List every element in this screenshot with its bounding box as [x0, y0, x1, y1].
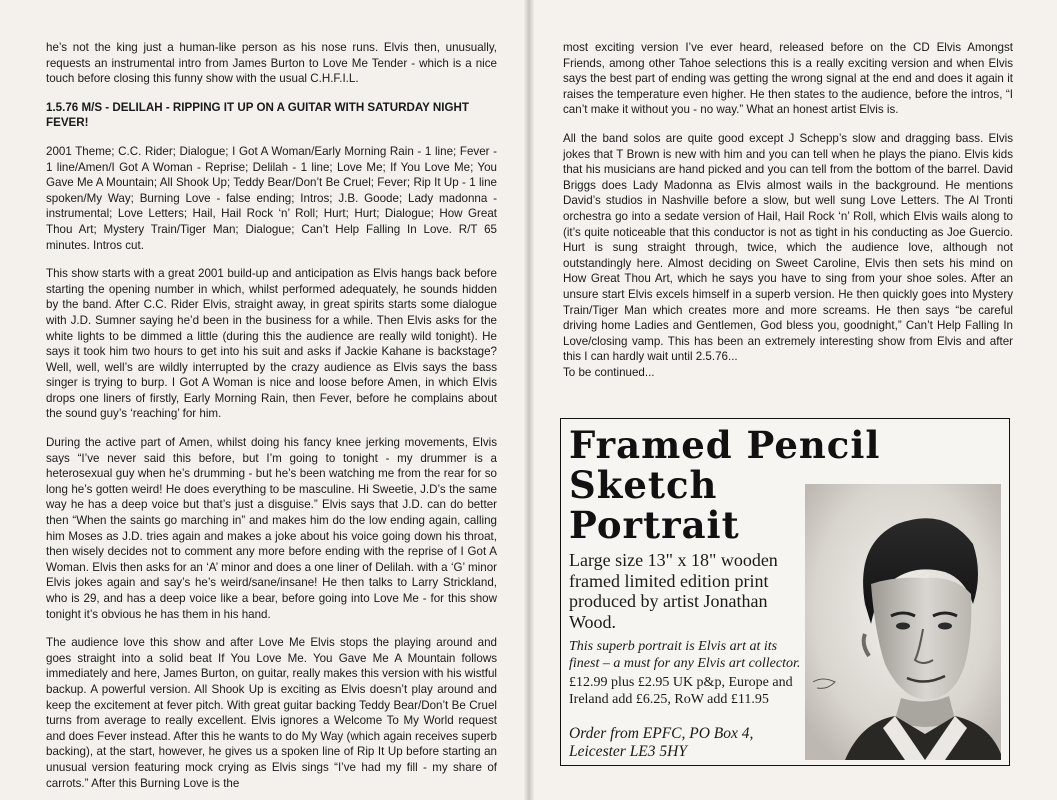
advert-tagline: This superb portrait is Elvis art at its finest – a must for any Elvis art collector. — [569, 639, 801, 671]
elvis-portrait-image — [805, 484, 1001, 760]
advert-price: £12.99 plus £2.95 UK p&p, Europe and Ireland add £6.25, RoW add £11.95 — [569, 675, 793, 707]
left-paragraph-intro: he’s not the king just a human-like person as his nose runs. Elvis then, unusually, requests an instrumental intro from James Burton to Love Me Tender - which is a nice touch before closing this funny show with the usual C.H.F.I.L. — [46, 41, 497, 86]
advert-title-line-1: Framed Pencil — [569, 423, 881, 467]
to-be-continued: To be continued... — [563, 365, 655, 379]
left-paragraph-4: The audience love this show and after Love Me Elvis stops the playing around and goes straight into a solid beat If You Love Me. You Gave Me A Mountain follows immediately and here, James Burton, on guitar, really makes this version with his wistful backup. A powerful version. All Shook Up is exciting as Elvis doesn’t play around and keep the excitement at fever pitch. With great guitar backing Teddy Bear/Don’t Be Cruel turns from average to really excellent. Elvis ignores a Welcome To My World request and does Fever instead. After this he wants to do My Way (which again receives superb backing), at the start, however, he gives us a spoken line of Rip It Up before starting an unusual version featuring mock crying as Elvis sings “I’ve had my fill - my share of carrots.” After this Burning Love is the — [46, 636, 497, 790]
right-paragraph-2: All the band solos are quite good except J Schepp’s slow and dragging bass. Elvis jokes that T Brown is new with him and you can tell when he plays the piano. Elvis kids that his musicians are hand picked and you can tell from the bottom of the barrel. David Briggs does Lady Madonna as Elvis almost wails in the background. He mentions David’s studios in Nashville before a slow, but well sung Love Letters. The Al Tronti orchestra go into a sedate version of Hail, Hail Rock ‘n’ Roll, which Elvis wails along to (it’s quite noticeable that this conductor is not as tight in his conducting as Joe Guercio. Hurt is sung straight through, twice, which the audience love, although not outstandingly here. Almost deciding on Sweet Caroline, Elvis then sets his mind on How Great Thou Art, which he says you have to sing from your shoe soles. After an unsure start Elvis excels himself in a superb version. He then quickly goes into Mystery Train/Tiger Man which creates more and more screams. He then says “be careful driving home Ladies and Gentlemen, God bless you, goodnight,” Can’t Help Falling In Love/closing vamp. This has been an extremely interesting show from Elvis and after this I can hardly wait until 2.5.76... — [563, 131, 1013, 364]
left-paragraph-2: This show starts with a great 2001 build-up and anticipation as Elvis hangs back before starting the opening number in which, whilst performed adequately, he sounds hidden by the band. After C.C. Rider Elvis, straight away, in great spirits starts some dialogue with J.D. Sumner saying he’d been in the business for a while. Then Elvis asks for the white lights to be dimmed a little (during this the audience are really wild tonight). He says it took him two hours to get into his suit and asks if Jackie Kahane is backstage? Well, well, well’s are wildly interrupted by the crazy audience as Elvis says the bass singer is trying to burp. I Got A Woman is nice and loose before Amen, in which Elvis drops one liners of firstly, Early Morning Rain, then Fever, before he complains about the sound guy’s ‘reaching’ for him. — [46, 267, 497, 421]
show-heading: 1.5.76 M/S - DELILAH - RIPPING IT UP ON A GUITAR WITH SATURDAY NIGHT FEVER! — [46, 100, 469, 130]
page-gutter — [524, 0, 534, 800]
setlist-paragraph: 2001 Theme; C.C. Rider; Dialogue; I Got A Woman/Early Morning Rain - 1 line; Fever - 1 line/Amen/I Got A Woman - Reprise; Delilah - 1 line; Love Me; If You Love Me; You Gave Me A Mountain; All Shook Up; Teddy Bear/Don’t Be Cruel; Fever; Rip It Up - 1 line spoken/My Way; Burning Love - false ending; Intros; J.B. Goode; Lady madonna - instrumental; Love Letters; Hail, Hail Rock ‘n’ Roll; Hurt; Hurt; Dialogue; How Great Thou Art; Mystery Train/Tiger Man; Dialogue; Can’t Help Falling In Love. R/T 65 minutes. Intros cut. — [46, 144, 497, 252]
advert-title-line-3: Portrait — [569, 503, 740, 547]
portrait-advert — [560, 418, 1010, 766]
advert-order-address: Order from EPFC, PO Box 4, Leicester LE3 5HY — [569, 725, 754, 760]
advert-description: Large size 13" x 18" wooden framed limited edition print produced by artist Jonathan Wood. — [569, 550, 778, 632]
left-paragraph-3: During the active part of Amen, whilst doing his fancy knee jerking movements, Elvis says “I’ve never said this before, but I’m going to tonight - my drummer is a heterosexual guy when he’s drumming - but he’s been watching me from the rear for so long he’s gotten weird! He does everything to be masculine. Hi Sweetie, J.D’s the same way he has a deep voice but that’s just a disguise.” Elvis says that J.D. can do better then “When the saints go marching in” and makes him do the low ending again, calling him Moses as J.D. tries again and makes a joke about his voice going down his throat, then wisely decides not to comment any more before ending with the reprise of I Got A Woman. Elvis then asks for an ‘A’ minor and does a one liner of Delilah. with a ‘G’ minor Elvis jokes again and say’s he’s weird/sane/insane! He then talks to Larry Strickland, who is 29, and has a deep voice like a bear, before going into Love Me - for this show tonight it’s obvious he has them in his hand. — [46, 436, 497, 621]
advert-title-line-2: Sketch — [569, 463, 718, 507]
pencil-sketch-portrait — [805, 484, 1001, 760]
right-paragraph-1: most exciting version I’ve ever heard, released before on the CD Elvis Amongst Friends, among other Tahoe selections this is a really exciting version and when Elvis says the best part of ending was getting the wrong signal at the end and does it again it raises the temperature even higher. He then states to the audience, before the intros, “I can’t make it without you - no way.” What an honest artist Elvis is. — [563, 41, 1013, 117]
